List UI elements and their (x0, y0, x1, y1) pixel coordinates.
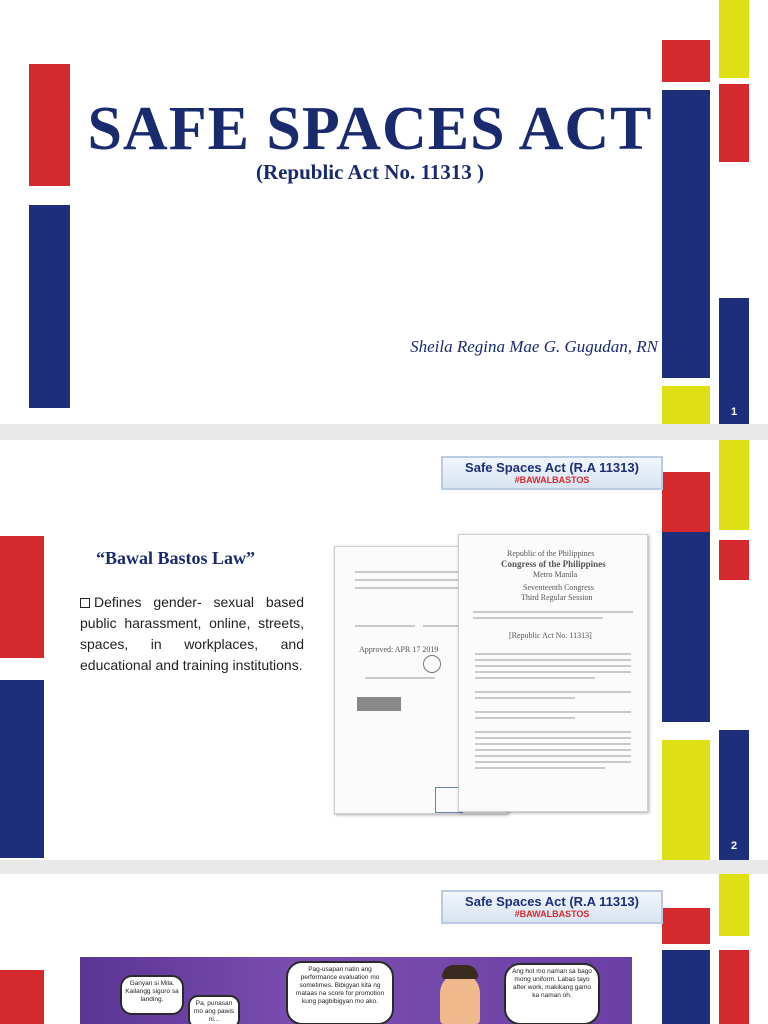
banner-title: Safe Spaces Act (R.A 11313) (465, 460, 639, 475)
decor-bar (719, 874, 749, 936)
decor-bar (662, 532, 710, 722)
page-number: 1 (731, 406, 738, 418)
slide-subtitle: (Republic Act No. 11313 ) (255, 160, 485, 184)
decor-bar (0, 970, 44, 1024)
decor-bar (662, 908, 710, 944)
decor-bar (0, 536, 44, 658)
checkbox-bullet-icon (80, 598, 90, 608)
decor-bar (719, 440, 749, 530)
doc-header: Republic of the Philippines (507, 549, 595, 558)
decor-bar (662, 740, 710, 860)
doc-location: Metro Manila (533, 570, 578, 579)
page-number: 2 (731, 840, 738, 852)
safe-spaces-banner (441, 890, 663, 924)
approved-date: Approved: APR 17 2019 (359, 645, 439, 654)
decor-bar (29, 205, 70, 408)
decor-bar (0, 680, 44, 858)
comic-illustration (80, 957, 632, 1024)
speech-bubble: Ang hot mo naman sa bago mong uniform. Labas tayo after work, makikang gamo ka naman oh. (504, 963, 600, 1024)
decor-bar (662, 386, 710, 424)
slide-1 (0, 0, 768, 424)
seal-icon (423, 655, 441, 673)
decor-bar (719, 0, 749, 78)
man-character (440, 973, 480, 1024)
doc-regular-session: Third Regular Session (521, 593, 593, 602)
law-description (80, 592, 304, 676)
decor-bar (719, 540, 749, 580)
decor-bar (719, 950, 749, 1024)
hair (442, 965, 478, 979)
slide-title: SAFE SPACES ACT (87, 95, 653, 163)
building-image (357, 697, 401, 711)
banner-hashtag: #BAWALBASTOS (514, 475, 590, 485)
decor-bar (662, 950, 710, 1024)
banner-title: Safe Spaces Act (R.A 11313) (465, 894, 639, 909)
author-name: Sheila Regina Mae G. Gugudan, RN (410, 337, 658, 356)
speech-bubble: Pa, punasan mo ang pawis ni... (188, 995, 240, 1024)
doc-act-label: [Republic Act No. 11313] (509, 631, 592, 640)
slide-2 (0, 440, 768, 860)
description-text: Defines gender- sexual based public harassment, online, streets, spaces, in workplaces, and educational and training institutions. (80, 594, 304, 673)
decor-bar (662, 40, 710, 82)
doc-session: Seventeenth Congress (523, 583, 594, 592)
doc-congress: Congress of the Philippines (501, 559, 606, 569)
speech-bubble: Ganyan si Mila. Kailangg siguro sa landing. (120, 975, 184, 1015)
safe-spaces-banner (441, 456, 663, 490)
decor-bar (662, 472, 710, 532)
speech-bubble: Pag-usapan natin ang performance evaluation mo sometimes. Bibigyan kita ng mataas na score for promotion kung pagbibigyan mo ako. (286, 961, 394, 1024)
document-front (458, 534, 648, 812)
banner-hashtag: #BAWALBASTOS (514, 909, 590, 919)
law-heading: “Bawal Bastos Law” (96, 548, 256, 568)
